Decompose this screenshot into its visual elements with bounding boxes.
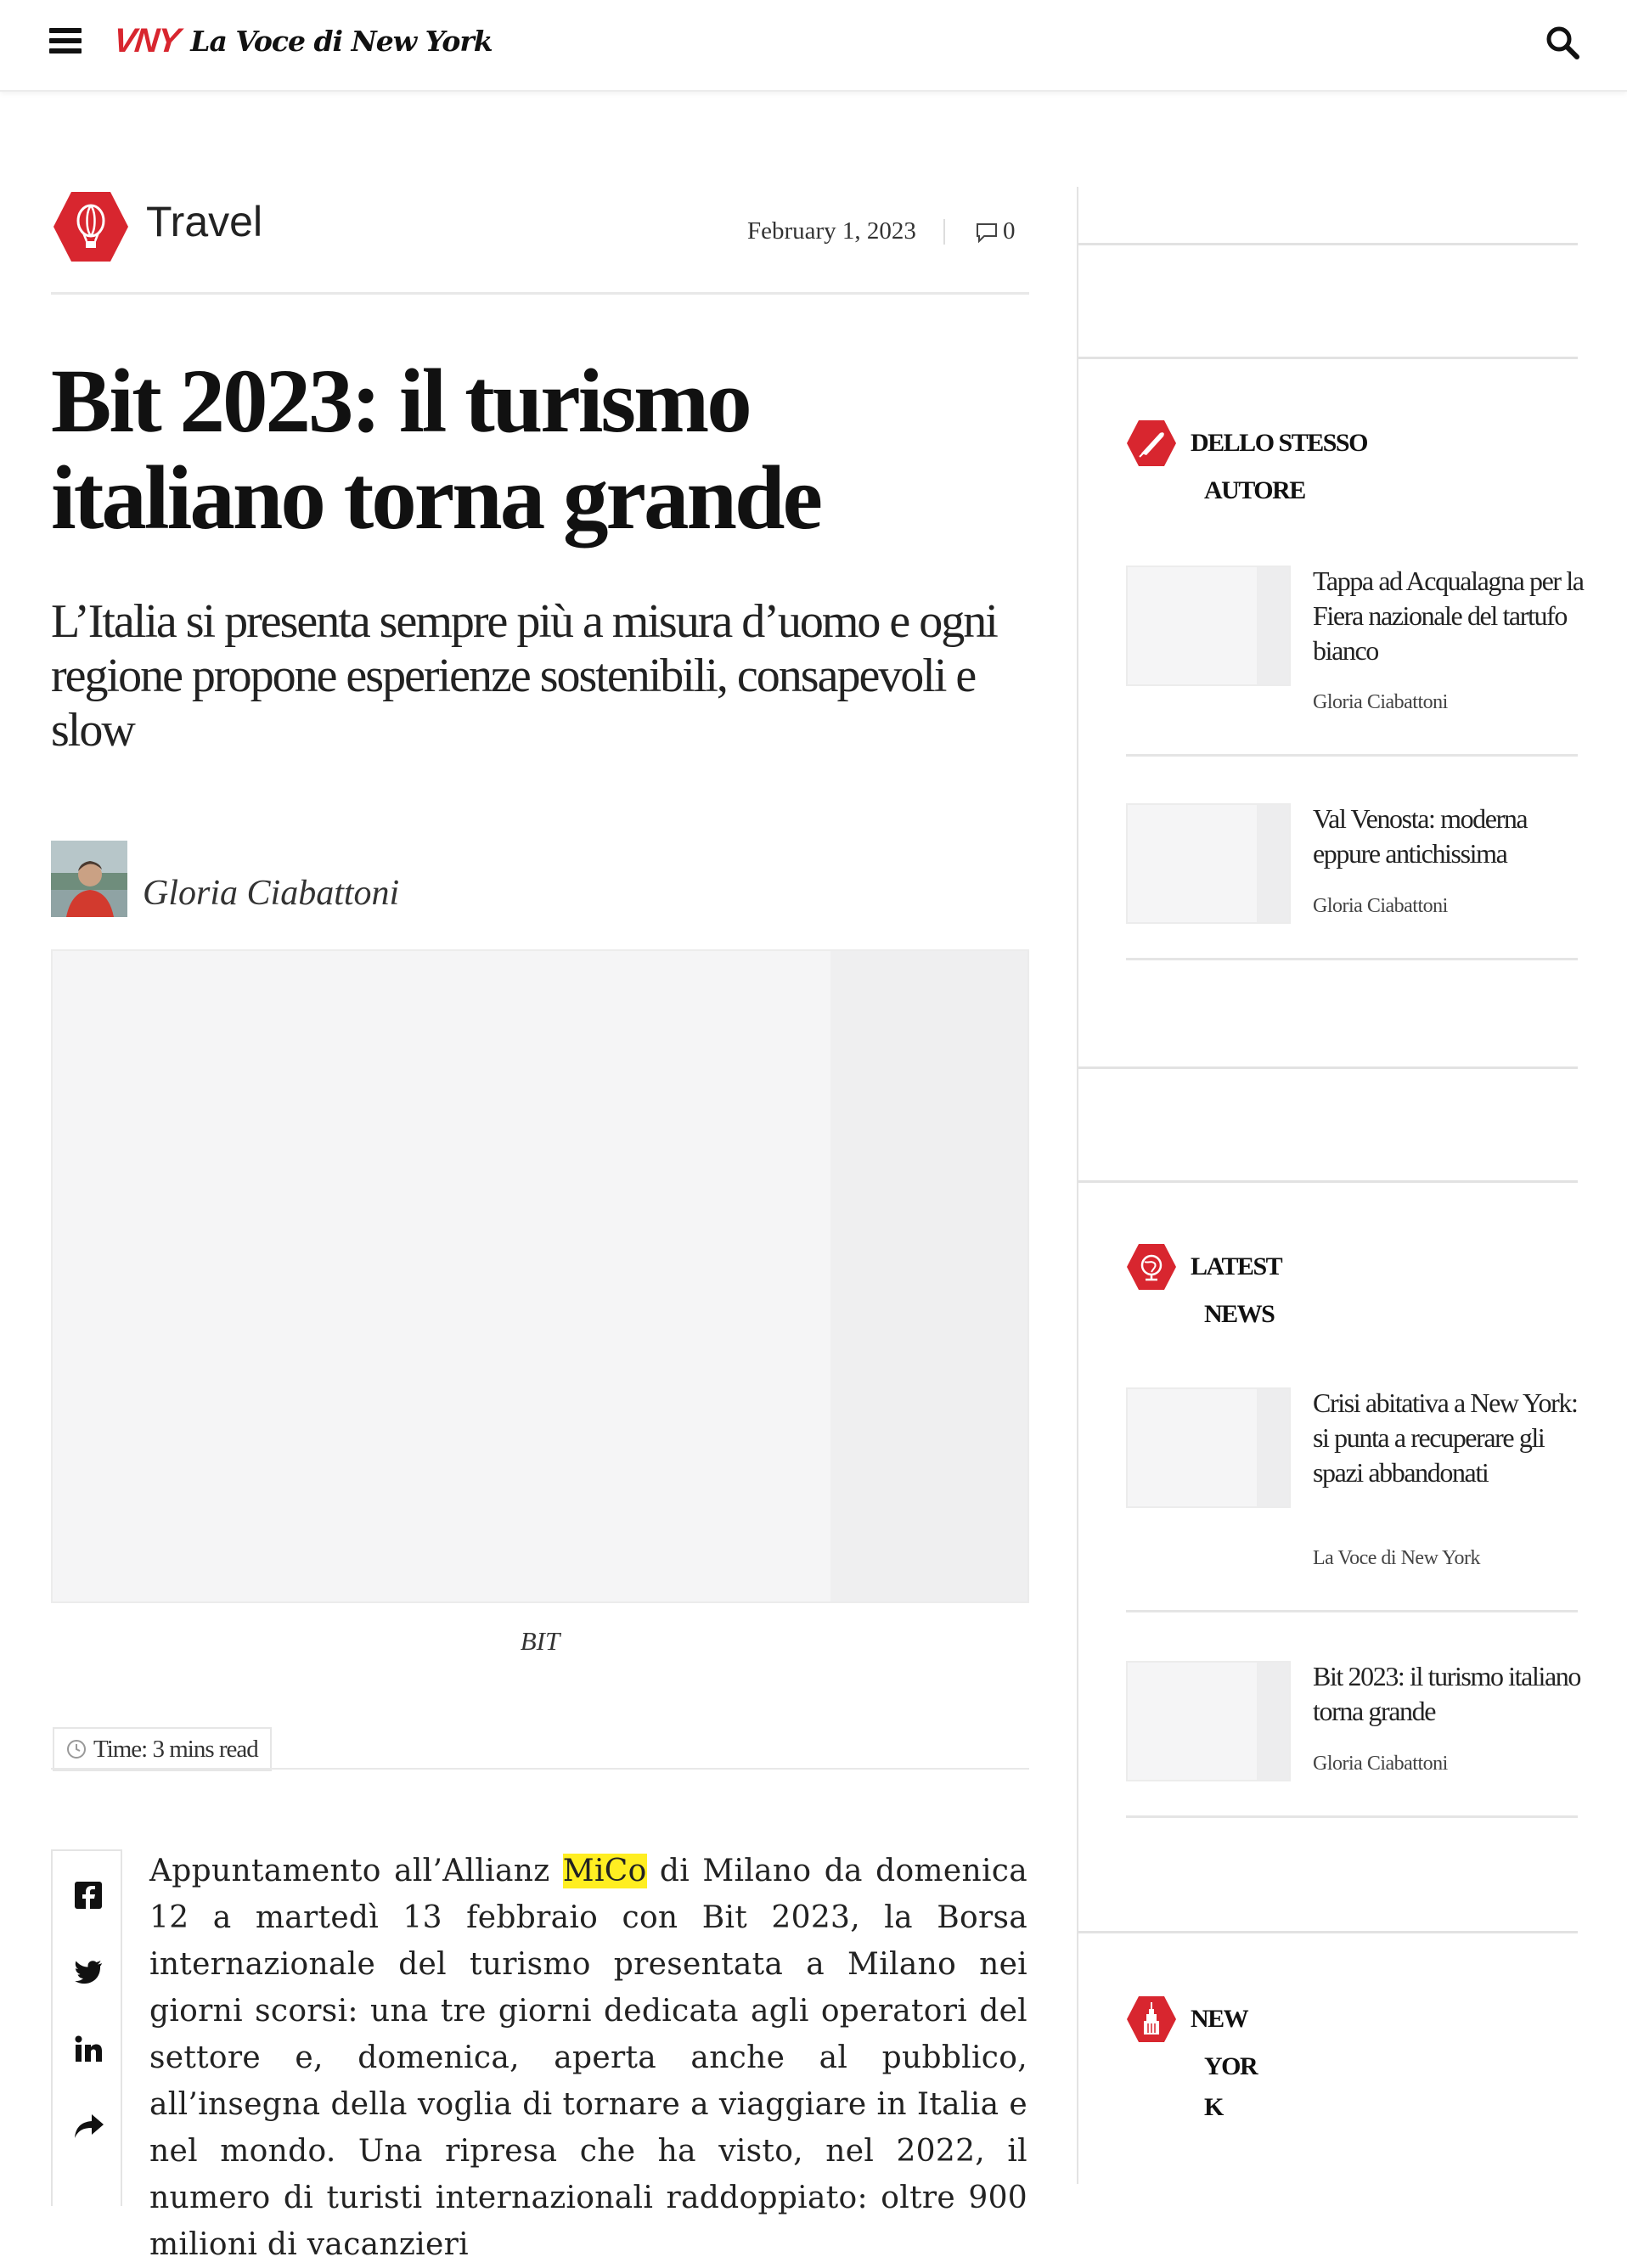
logo-mark: VNY [111,21,181,59]
hot-air-balloon-icon [53,190,129,263]
sidebar-rule [1078,1066,1578,1069]
card-thumbnail[interactable] [1126,803,1291,924]
section-title-line: K [1204,2093,1223,2121]
author-avatar[interactable] [51,841,127,917]
twitter-icon[interactable] [71,1955,105,1989]
card-divider [1126,1610,1578,1612]
section-title-line: LATEST [1191,1252,1282,1280]
facebook-icon[interactable] [71,1878,105,1912]
author-name[interactable]: Gloria Ciabattoni [143,874,400,913]
article-meta [747,217,1015,245]
card-author[interactable]: Gloria Ciabattoni [1313,1753,1448,1775]
linkedin-icon[interactable] [71,2033,105,2067]
card-divider [1126,958,1578,960]
body-text-start: Appuntamento all’Allianz [149,1854,563,1888]
share-bar [51,1849,122,2206]
section-title-line: YOR [1204,2052,1258,2080]
clock-icon [66,1739,87,1759]
section-title-line: NEW [1191,2005,1248,2033]
comment-icon[interactable] [974,219,999,245]
site-logo[interactable] [111,19,493,63]
header-divider [51,292,1029,295]
sidebar-rule [1078,357,1578,359]
category-link[interactable]: Travel [146,198,263,245]
logo-text: La Voce di New York [190,24,493,58]
read-time-badge [53,1727,272,1771]
hero-image [51,949,1029,1603]
card-title[interactable]: Bit 2023: il turismo italiano torna grande [1313,1661,1580,1726]
avatar-image [51,841,127,917]
card-title[interactable]: Val Venosta: moderna eppure antichissima [1313,803,1528,869]
readtime-divider [51,1768,1029,1770]
section-title-line: AUTORE [1204,476,1305,504]
section-title-line: NEWS [1204,1300,1275,1328]
sidebar-rule [1078,1931,1578,1933]
body-text-rest: di Milano da domenica 12 a martedì 13 febbraio con Bit 2023, la Borsa internazionale del turismo presentata a Milano nei giorni scorsi: una tre giorni dedicata agli operatori del settore e, domenica, aperta anche al pubblico, all’insegna della voglia di tornare a viaggiare in Italia e nel mondo. Una ripresa che ha visto, nel 2022, il numero di turisti internazionali raddoppiato: oltre 900 milioni di vacanzieri [149,1854,1027,2262]
card-thumbnail[interactable] [1126,1661,1291,1781]
empire-state-building-icon [1126,1995,1177,2043]
image-caption: BIT [520,1626,560,1656]
search-icon[interactable] [1544,24,1581,61]
meta-divider [943,219,945,245]
highlighted-term[interactable]: MiCo [562,1854,647,1888]
hamburger-menu-icon[interactable] [49,26,83,55]
sidebar-title-same-author [1191,419,1367,515]
publish-date: February 1, 2023 [747,217,916,245]
globe-icon [1126,1243,1177,1291]
hero-image-shade [830,951,1027,1601]
sidebar-title-latest-news [1191,1243,1281,1338]
card-thumbnail[interactable] [1126,1387,1291,1508]
card-author[interactable]: La Voce di New York [1313,1547,1480,1569]
share-icon[interactable] [71,2109,105,2143]
card-title[interactable]: Tappa ad Acqualagna per la Fiera nazionale del tartufo bianco [1313,566,1584,666]
card-thumbnail[interactable] [1126,566,1291,686]
site-header [0,0,1627,92]
sidebar-divider [1077,187,1078,2184]
sidebar-rule [1078,1180,1578,1183]
section-title-line: DELLO STESSO [1191,429,1367,457]
article-subtitle: L’Italia si presenta sempre più a misura d’uomo e ogni regione propone esperienze sostenibili, consapevoli e slow [51,595,997,757]
card-author[interactable]: Gloria Ciabattoni [1313,691,1448,713]
card-title[interactable]: Crisi abitativa a New York: si punta a recuperare gli spazi abbandonati [1313,1387,1578,1488]
read-time: Time: 3 mins read [93,1735,258,1763]
card-divider [1126,754,1578,757]
card-divider [1126,1815,1578,1818]
quill-icon [1126,419,1177,467]
comment-count[interactable]: 0 [1002,217,1016,245]
card-author[interactable]: Gloria Ciabattoni [1313,895,1448,917]
sidebar-rule [1078,243,1578,245]
article-body [149,1848,1027,2268]
article-title: Bit 2023: il turismo italiano torna grande [51,352,820,549]
sidebar-title-new-york [1191,1995,1257,2131]
